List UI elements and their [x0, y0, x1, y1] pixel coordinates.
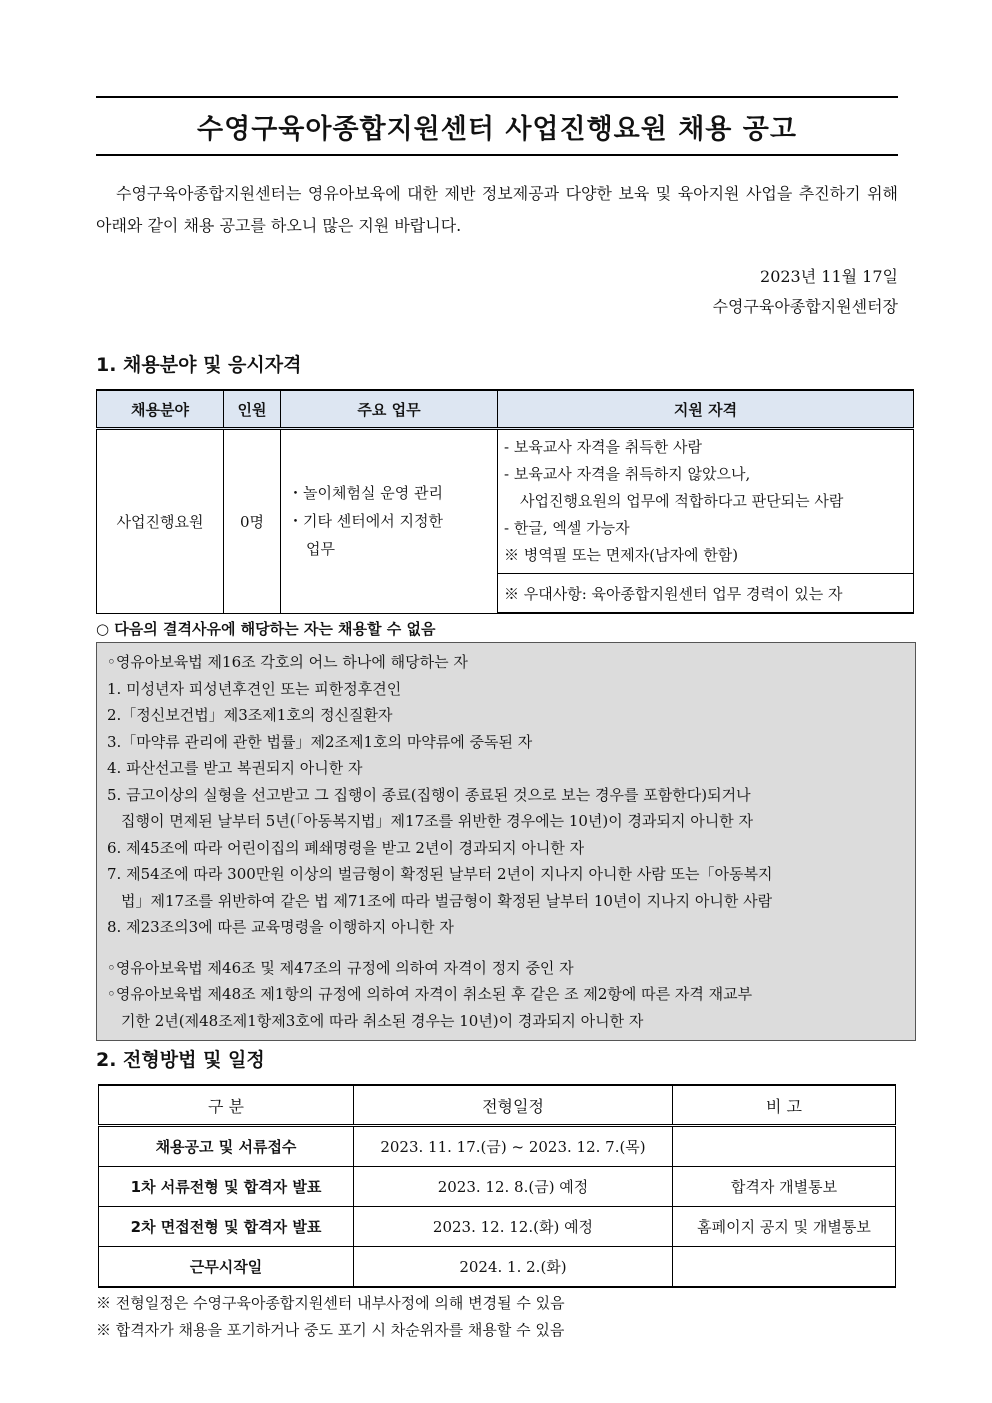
table-row — [99, 1126, 896, 1167]
duties-cell — [281, 429, 498, 614]
disqualify-heading: ○ 다음의 결격사유에 해당하는 자는 채용할 수 없음 — [96, 620, 436, 638]
disqualify-item: ◦영유아보육법 제48조 제1항의 규정에 의하여 자격이 취소된 후 같은 조 제2항에 따른 자격 재교부 — [107, 985, 753, 1003]
row-date: 2023. 11. 17.(금) ~ 2023. 12. 7.(목) — [354, 1126, 673, 1167]
row-note: 합격자 개별통보 — [673, 1167, 896, 1207]
issuer-name: 수영구육아종합지원센터장 — [712, 297, 898, 316]
qual-item: ※ 병역필 또는 면제자(남자에 한함) — [504, 546, 739, 564]
header-category: 구 분 — [99, 1085, 354, 1126]
title-box — [96, 96, 898, 156]
qual-item: - 보육교사 자격을 취득한 사람 — [504, 438, 703, 456]
header-remarks: 비 고 — [673, 1085, 896, 1126]
disqualify-item: ◦영유아보육법 제46조 및 제47조의 규정에 의하여 자격이 정지 중인 자 — [107, 958, 574, 977]
announcement-date: 2023년 11월 17일 — [760, 267, 898, 286]
row-label: 2차 면접전형 및 합격자 발표 — [99, 1207, 354, 1247]
section2-title: 2. 전형방법 및 일정 — [96, 1049, 265, 1071]
disqualify-item: 5. 금고이상의 실형을 선고받고 그 집행이 종료(집행이 종료된 것으로 보는 경우를 포함한다)되거나 — [107, 785, 751, 804]
notes — [96, 1290, 898, 1344]
qual-item: 사업진행요원의 업무에 적합하다고 판단되는 사람 — [520, 492, 844, 510]
disqualify-item: 7. 제54조에 따라 300만원 이상의 벌금형이 확정된 날부터 2년이 지나지 아니한 사람 또는「아동복지 — [107, 865, 773, 883]
field-cell: 사업진행요원 — [97, 429, 224, 614]
row-note: 홈페이지 공지 및 개별통보 — [673, 1207, 896, 1247]
section1-title: 1. 채용분야 및 응시자격 — [96, 354, 302, 376]
header-count: 인원 — [224, 390, 281, 429]
row-label: 채용공고 및 서류접수 — [99, 1126, 354, 1167]
recruitment-table — [96, 389, 914, 614]
duty-item: ・놀이체험실 운영 관리 — [288, 484, 443, 503]
table-row — [99, 1167, 896, 1207]
table-row — [99, 1247, 896, 1288]
disqualify-item: 4. 파산선고를 받고 복권되지 아니한 자 — [107, 759, 363, 777]
duty-item: ・기타 센터에서 지정한 — [288, 512, 443, 531]
note-item: ※ 합격자가 채용을 포기하거나 중도 포기 시 차순위자를 채용할 수 있음 — [96, 1321, 565, 1339]
schedule-table — [98, 1084, 896, 1288]
disqualify-item: 6. 제45조에 따라 어린이집의 폐쇄명령을 받고 2년이 경과되지 아니한 자 — [107, 838, 585, 857]
header-duties: 주요 업무 — [281, 390, 498, 429]
duty-item: 업무 — [306, 540, 335, 559]
row-note — [673, 1126, 896, 1167]
disqualify-box — [96, 642, 916, 1041]
table-row — [99, 1207, 896, 1247]
row-date: 2024. 1. 2.(화) — [354, 1247, 673, 1288]
preference-cell: ※ 우대사항: 육아종합지원센터 업무 경력이 있는 자 — [498, 574, 914, 614]
header-quals: 지원 자격 — [498, 390, 914, 429]
qual-item: - 한글, 엑셀 가능자 — [504, 519, 630, 537]
page-title: 수영구육아종합지원센터 사업진행요원 채용 공고 — [197, 113, 797, 145]
disqualify-item: 2.「정신보건법」제3조제1호의 정신질환자 — [107, 706, 393, 724]
disqualify-item: 집행이 면제된 날부터 5년(「아동복지법」제17조를 위반한 경우에는 10년)이 경과되지 아니한 자 — [121, 812, 753, 830]
quals-cell — [498, 429, 914, 574]
disqualify-item: 8. 제23조의3에 따른 교육명령을 이행하지 아니한 자 — [107, 918, 454, 936]
disqualify-item: 1. 미성년자 피성년후견인 또는 피한정후견인 — [107, 679, 402, 698]
qual-item: - 보육교사 자격을 취득하지 않았으나, — [504, 465, 751, 483]
header-schedule: 전형일정 — [354, 1085, 673, 1126]
row-date: 2023. 12. 8.(금) 예정 — [354, 1167, 673, 1207]
row-label: 근무시작일 — [99, 1247, 354, 1288]
document-page — [96, 96, 898, 1344]
disqualify-item: 기한 2년(제48조제1항제3호에 따라 취소된 경우는 10년)이 경과되지 아니한 자 — [121, 1011, 644, 1030]
row-label: 1차 서류전형 및 합격자 발표 — [99, 1167, 354, 1207]
note-item: ※ 전형일정은 수영구육아종합지원센터 내부사정에 의해 변경될 수 있음 — [96, 1294, 565, 1312]
row-date: 2023. 12. 12.(화) 예정 — [354, 1207, 673, 1247]
count-cell: 0명 — [224, 429, 281, 614]
row-note — [673, 1247, 896, 1288]
disqualify-item: ◦영유아보육법 제16조 각호의 어느 하나에 해당하는 자 — [107, 653, 468, 671]
intro-paragraph: 수영구육아종합지원센터는 영유아보육에 대한 제반 정보제공과 다양한 보육 및 육아지원 사업을 추진하기 위해 아래와 같이 채용 공고를 하오니 많은 지원 바랍니다. — [96, 184, 898, 235]
disqualify-item: 3.「마약류 관리에 관한 법률」제2조제1호의 마약류에 중독된 자 — [107, 732, 533, 751]
header-field: 채용분야 — [97, 390, 224, 429]
disqualify-item: 법」제17조를 위반하여 같은 법 제71조에 따라 벌금형이 확정된 날부터 10년이 지나지 아니한 사람 — [121, 891, 773, 910]
